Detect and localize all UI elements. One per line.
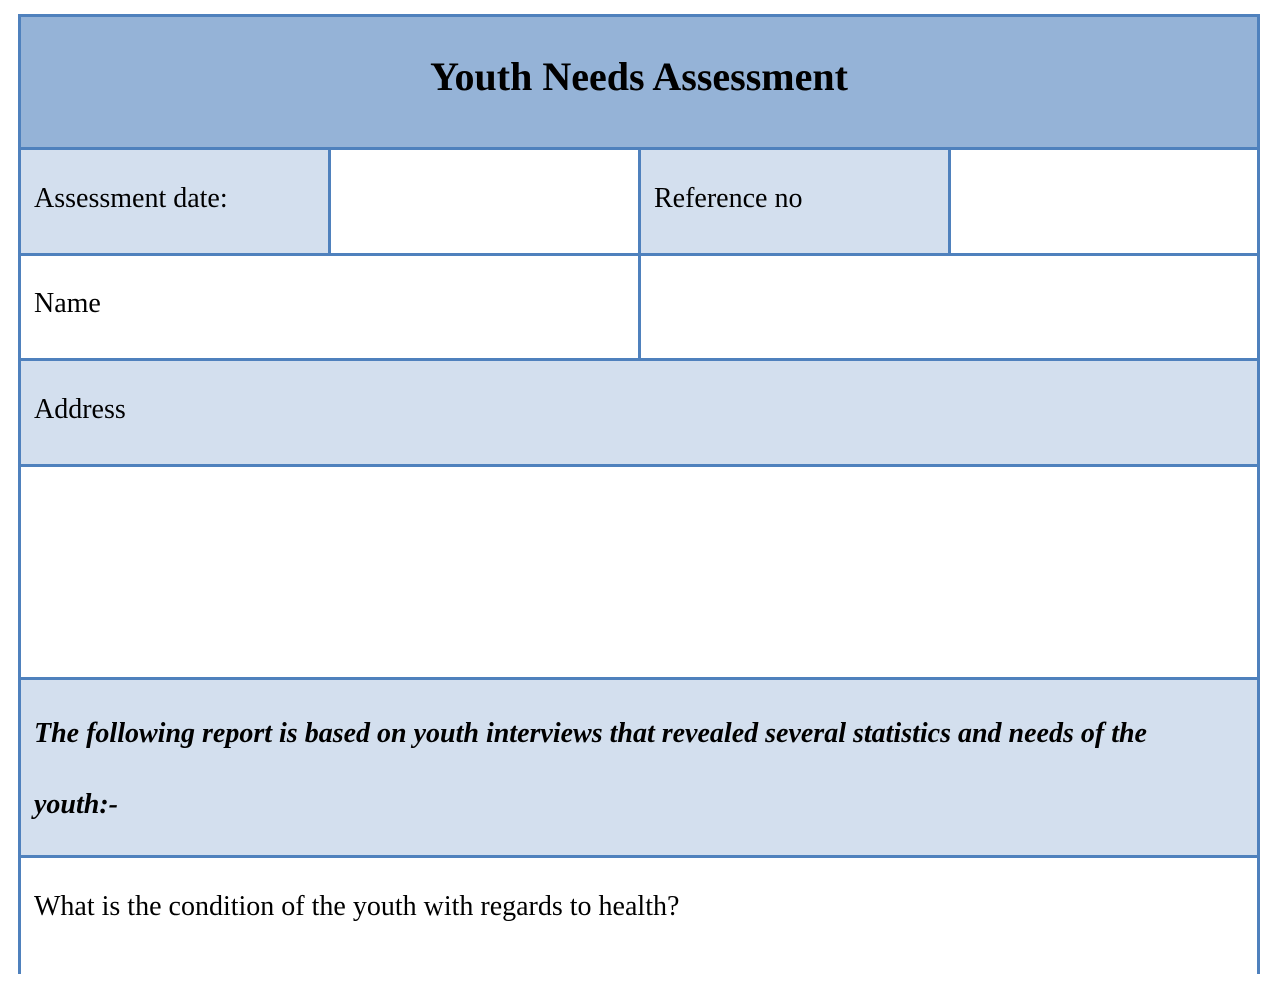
assessment-date-field[interactable] [328,150,638,253]
reference-field[interactable] [948,150,1257,253]
form-header [21,17,1257,150]
health-question-row [21,858,1257,998]
health-question: What is the condition of the youth with regards to health? [34,891,680,922]
date-reference-row [21,150,1257,256]
assessment-date-label: Assessment date: [34,183,228,214]
report-note-row [21,680,1257,858]
address-field[interactable] [21,467,1257,680]
name-label-cell [21,256,638,358]
report-note: The following report is based on youth interviews that revealed several statistics and needs of the youth:- [34,718,1147,820]
address-label-row [21,361,1257,467]
name-field[interactable] [638,256,1257,358]
reference-label-cell [638,150,948,253]
name-row [21,256,1257,361]
assessment-date-label-cell [21,150,328,253]
form-title: Youth Needs Assessment [430,53,848,99]
assessment-form [18,14,1260,974]
name-label: Name [34,288,101,319]
reference-label: Reference no [654,183,803,214]
address-label: Address [34,394,126,425]
